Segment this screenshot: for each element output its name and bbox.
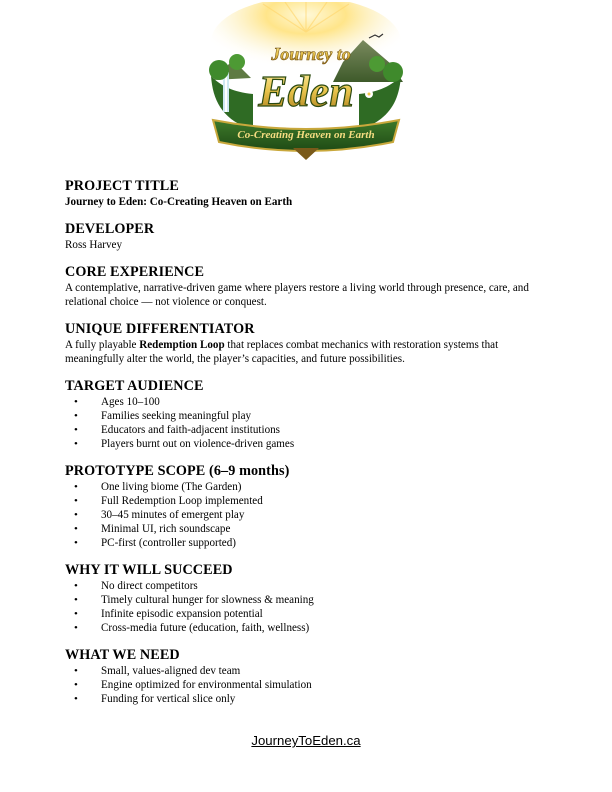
logo-text-line2: Eden — [258, 67, 354, 116]
developer-heading: DEVELOPER — [65, 221, 155, 237]
list-item: • PC-first (controller supported) — [65, 536, 555, 550]
list-item: • Small, values-aligned dev team — [65, 664, 555, 678]
list-item: • Infinite episodic expansion potential — [65, 607, 555, 621]
list-item: • Engine optimized for environmental simulation — [65, 678, 555, 692]
developer-text: Ross Harvey — [65, 239, 123, 251]
prototype-scope-list — [65, 480, 555, 550]
differentiator-text-end: that replaces combat mechanics with restoration systems that meaningfully alter the world, the player’s capacities, and future possibilities. — [65, 339, 499, 365]
list-item: • No direct competitors — [65, 579, 555, 593]
list-item: • Ages 10–100 — [65, 395, 555, 409]
section-target-audience — [65, 378, 555, 451]
core-experience-text: A contemplative, narrative-driven game where players restore a living world through presence, care, and relational choice — not violence or conquest. — [65, 282, 529, 308]
what-we-need-heading: WHAT WE NEED — [65, 647, 180, 663]
website-link[interactable]: JourneyToEden.ca — [251, 733, 361, 748]
project-title-text: Journey to Eden: Co-Creating Heaven on Earth — [65, 196, 293, 208]
section-why-it-will-succeed — [65, 562, 555, 635]
list-item: • 30–45 minutes of emergent play — [65, 508, 555, 522]
logo-banner-text: Co-Creating Heaven on Earth — [237, 129, 375, 141]
logo-text-line1: Journey to — [271, 44, 351, 64]
prototype-scope-heading: PROTOTYPE SCOPE (6–9 months) — [65, 463, 290, 479]
list-item: • Minimal UI, rich soundscape — [65, 522, 555, 536]
section-what-we-need — [65, 647, 555, 706]
one-pager-body — [65, 178, 555, 706]
list-item: • Educators and faith-adjacent institutions — [65, 423, 555, 437]
section-prototype-scope — [65, 463, 555, 550]
core-experience-heading: CORE EXPERIENCE — [65, 264, 205, 280]
section-core-experience — [65, 264, 555, 309]
why-succeed-heading: WHY IT WILL SUCCEED — [65, 562, 233, 578]
journey-to-eden-logo — [193, 2, 419, 162]
list-item: • One living biome (The Garden) — [65, 480, 555, 494]
list-item: • Funding for vertical slice only — [65, 692, 555, 706]
section-project-title — [65, 178, 555, 209]
list-item: • Timely cultural hunger for slowness & meaning — [65, 593, 555, 607]
list-item: • Families seeking meaningful play — [65, 409, 555, 423]
target-audience-list — [65, 395, 555, 451]
differentiator-text-start: A fully playable — [65, 339, 140, 351]
what-we-need-list — [65, 664, 555, 706]
list-item: • Full Redemption Loop implemented — [65, 494, 555, 508]
list-item: • Players burnt out on violence-driven games — [65, 437, 555, 451]
section-unique-differentiator — [65, 321, 555, 366]
differentiator-text-bold: Redemption Loop — [139, 339, 225, 351]
logo-graphic — [193, 2, 419, 162]
why-succeed-list — [65, 579, 555, 635]
differentiator-heading: UNIQUE DIFFERENTIATOR — [65, 321, 255, 337]
differentiator-text — [65, 338, 555, 366]
list-item: • Cross-media future (education, faith, wellness) — [65, 621, 555, 635]
target-audience-heading: TARGET AUDIENCE — [65, 378, 204, 394]
project-title-heading: PROJECT TITLE — [65, 178, 179, 194]
section-developer — [65, 221, 555, 252]
